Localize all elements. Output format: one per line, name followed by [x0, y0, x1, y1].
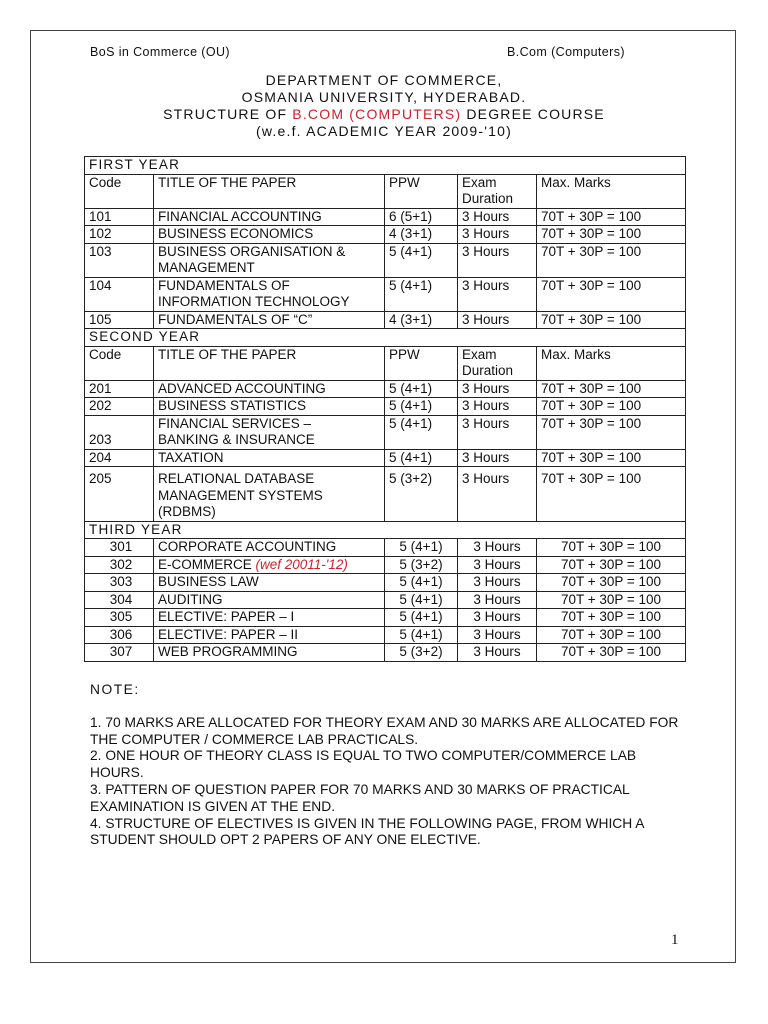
ppw-cell: 5 (4+1) [385, 243, 458, 277]
title-cell: BUSINESS ECONOMICS [154, 226, 385, 244]
title-line: BANKING & INSURANCE [158, 432, 315, 447]
code-cell: 302 [85, 556, 154, 574]
col-header-exam-line2: Duration [462, 191, 514, 206]
marks-cell: 70T + 30P = 100 [537, 311, 686, 329]
ppw-cell: 6 (5+1) [385, 208, 458, 226]
header-right: B.Com (Computers) [507, 45, 625, 59]
title-cell [154, 467, 385, 522]
table-row [85, 277, 686, 311]
exam-cell: 3 Hours [458, 574, 537, 592]
ppw-cell: 5 (4+1) [385, 591, 458, 609]
effective-date-note: (wef 20011-'12) [255, 556, 348, 572]
title-line-1: DEPARTMENT OF COMMERCE, [265, 72, 503, 88]
title-cell: ELECTIVE: PAPER – I [154, 609, 385, 627]
title-line: BUSINESS ORGANISATION & [158, 243, 346, 259]
col-header-exam [458, 346, 537, 380]
course-structure-table [84, 156, 686, 662]
section-row-second-year [85, 329, 686, 347]
title-cell: WEB PROGRAMMING [154, 644, 385, 662]
note-item: 4. STRUCTURE OF ELECTIVES IS GIVEN IN THE FOLLOWING PAGE, FROM WHICH A STUDENT SHOULD OPT 2 PAPERS OF ANY ONE ELECTIVE. [90, 815, 644, 848]
title-cell: TAXATION [154, 449, 385, 467]
note-item: 1. 70 MARKS ARE ALLOCATED FOR THEORY EXAM AND 30 MARKS ARE ALLOCATED FOR THE COMPUTER / COMMERCE LAB PRACTICALS. [90, 714, 679, 747]
ppw-cell: 5 (4+1) [385, 574, 458, 592]
exam-cell: 3 Hours [458, 226, 537, 244]
title-cell: ELECTIVE: PAPER – II [154, 626, 385, 644]
table-row [85, 226, 686, 244]
exam-cell: 3 Hours [458, 449, 537, 467]
code-cell: 105 [85, 311, 154, 329]
title-line: MANAGEMENT SYSTEMS [158, 487, 323, 503]
marks-cell: 70T + 30P = 100 [537, 226, 686, 244]
page-number: 1 [671, 932, 679, 948]
table-row [85, 467, 686, 522]
table-row [85, 644, 686, 662]
exam-cell: 3 Hours [458, 311, 537, 329]
ppw-cell: 5 (4+1) [385, 398, 458, 416]
title-cell: FUNDAMENTALS OF “C” [154, 311, 385, 329]
exam-cell: 3 Hours [458, 556, 537, 574]
ppw-cell: 5 (3+2) [385, 644, 458, 662]
table-row [85, 556, 686, 574]
code-cell: 104 [85, 277, 154, 311]
table-row [85, 398, 686, 416]
code-cell: 304 [85, 591, 154, 609]
ppw-cell: 5 (4+1) [385, 415, 458, 449]
note-item: 3. PATTERN OF QUESTION PAPER FOR 70 MARKS AND 30 MARKS OF PRACTICAL EXAMINATION IS GIVEN AT THE END. [90, 781, 630, 814]
title-line-3 [0, 106, 768, 123]
title-line: MANAGEMENT [158, 260, 255, 275]
col-header-ppw: PPW [385, 346, 458, 380]
marks-cell: 70T + 30P = 100 [537, 467, 686, 522]
code-cell: 201 [85, 380, 154, 398]
code-cell: 102 [85, 226, 154, 244]
code-cell: 202 [85, 398, 154, 416]
table-row [85, 539, 686, 557]
marks-cell: 70T + 30P = 100 [537, 243, 686, 277]
title-cell [154, 415, 385, 449]
title-cell: CORPORATE ACCOUNTING [154, 539, 385, 557]
marks-cell: 70T + 30P = 100 [537, 591, 686, 609]
section-label: THIRD YEAR [85, 521, 686, 539]
title-cell: AUDITING [154, 591, 385, 609]
col-header-exam-line2: Duration [462, 363, 514, 378]
marks-cell: 70T + 30P = 100 [537, 415, 686, 449]
marks-cell: 70T + 30P = 100 [537, 644, 686, 662]
title-text: E-COMMERCE [158, 556, 256, 572]
column-header-row [85, 174, 686, 208]
table-row [85, 380, 686, 398]
document-title [0, 72, 768, 140]
title-line: (RDBMS) [158, 504, 216, 519]
section-label: SECOND YEAR [85, 329, 686, 347]
marks-cell: 70T + 30P = 100 [537, 380, 686, 398]
table-row [85, 415, 686, 449]
title-line: RELATIONAL DATABASE [158, 471, 315, 486]
ppw-cell: 5 (4+1) [385, 449, 458, 467]
title-line-2: OSMANIA UNIVERSITY, HYDERABAD. [241, 89, 527, 105]
ppw-cell: 5 (3+2) [385, 467, 458, 522]
table-row [85, 243, 686, 277]
col-header-title: TITLE OF THE PAPER [154, 174, 385, 208]
header-left: BoS in Commerce (OU) [90, 45, 230, 59]
exam-cell: 3 Hours [458, 467, 537, 522]
notes-heading: NOTE: [90, 682, 140, 697]
code-cell: 205 [85, 467, 154, 522]
title-cell [154, 243, 385, 277]
title-cell [154, 556, 385, 574]
code-cell: 204 [85, 449, 154, 467]
col-header-exam-line1: Exam [462, 346, 497, 362]
exam-cell: 3 Hours [458, 398, 537, 416]
exam-cell: 3 Hours [458, 415, 537, 449]
marks-cell: 70T + 30P = 100 [537, 277, 686, 311]
notes-section [90, 682, 690, 849]
title-line: INFORMATION TECHNOLOGY [158, 294, 350, 309]
title-line-3-post: DEGREE COURSE [461, 106, 605, 122]
table-row [85, 609, 686, 627]
exam-cell: 3 Hours [458, 626, 537, 644]
exam-cell: 3 Hours [458, 277, 537, 311]
code-cell: 203 [85, 415, 154, 449]
code-cell: 101 [85, 208, 154, 226]
title-cell: ADVANCED ACCOUNTING [154, 380, 385, 398]
title-line: FUNDAMENTALS OF [158, 277, 290, 293]
ppw-cell: 5 (4+1) [385, 626, 458, 644]
ppw-cell: 5 (4+1) [385, 539, 458, 557]
table-row [85, 311, 686, 329]
exam-cell: 3 Hours [458, 644, 537, 662]
col-header-code: Code [85, 174, 154, 208]
note-item: 2. ONE HOUR OF THEORY CLASS IS EQUAL TO TWO COMPUTER/COMMERCE LAB HOURS. [90, 748, 637, 781]
col-header-exam-line1: Exam [462, 174, 497, 190]
table-row [85, 208, 686, 226]
code-cell: 306 [85, 626, 154, 644]
marks-cell: 70T + 30P = 100 [537, 398, 686, 416]
ppw-cell: 5 (4+1) [385, 609, 458, 627]
ppw-cell: 4 (3+1) [385, 311, 458, 329]
code-cell: 103 [85, 243, 154, 277]
ppw-cell: 5 (4+1) [385, 380, 458, 398]
marks-cell: 70T + 30P = 100 [537, 449, 686, 467]
title-line-3-pre: STRUCTURE OF [163, 106, 293, 122]
code-cell: 303 [85, 574, 154, 592]
col-header-marks: Max. Marks [537, 174, 686, 208]
table-row [85, 449, 686, 467]
code-cell: 305 [85, 609, 154, 627]
col-header-exam [458, 174, 537, 208]
table-row [85, 626, 686, 644]
title-cell: BUSINESS STATISTICS [154, 398, 385, 416]
marks-cell: 70T + 30P = 100 [537, 626, 686, 644]
marks-cell: 70T + 30P = 100 [537, 574, 686, 592]
title-cell [154, 277, 385, 311]
marks-cell: 70T + 30P = 100 [537, 609, 686, 627]
exam-cell: 3 Hours [458, 380, 537, 398]
section-label: FIRST YEAR [85, 157, 686, 175]
code-cell: 301 [85, 539, 154, 557]
title-line-4: (w.e.f. ACADEMIC YEAR 2009-'10) [256, 123, 512, 139]
section-row-first-year [85, 157, 686, 175]
title-course-name: B.COM (COMPUTERS) [292, 106, 462, 122]
exam-cell: 3 Hours [458, 591, 537, 609]
table-row [85, 574, 686, 592]
col-header-code: Code [85, 346, 154, 380]
col-header-ppw: PPW [385, 174, 458, 208]
section-row-third-year [85, 521, 686, 539]
title-cell: FINANCIAL ACCOUNTING [154, 208, 385, 226]
title-line: FINANCIAL SERVICES – [158, 415, 312, 431]
exam-cell: 3 Hours [458, 539, 537, 557]
col-header-marks: Max. Marks [537, 346, 686, 380]
ppw-cell: 5 (4+1) [385, 277, 458, 311]
code-cell: 307 [85, 644, 154, 662]
marks-cell: 70T + 30P = 100 [537, 556, 686, 574]
exam-cell: 3 Hours [458, 243, 537, 277]
col-header-title: TITLE OF THE PAPER [154, 346, 385, 380]
table-row [85, 591, 686, 609]
ppw-cell: 4 (3+1) [385, 226, 458, 244]
title-cell: BUSINESS LAW [154, 574, 385, 592]
ppw-cell: 5 (3+2) [385, 556, 458, 574]
exam-cell: 3 Hours [458, 609, 537, 627]
marks-cell: 70T + 30P = 100 [537, 539, 686, 557]
column-header-row [85, 346, 686, 380]
exam-cell: 3 Hours [458, 208, 537, 226]
marks-cell: 70T + 30P = 100 [537, 208, 686, 226]
